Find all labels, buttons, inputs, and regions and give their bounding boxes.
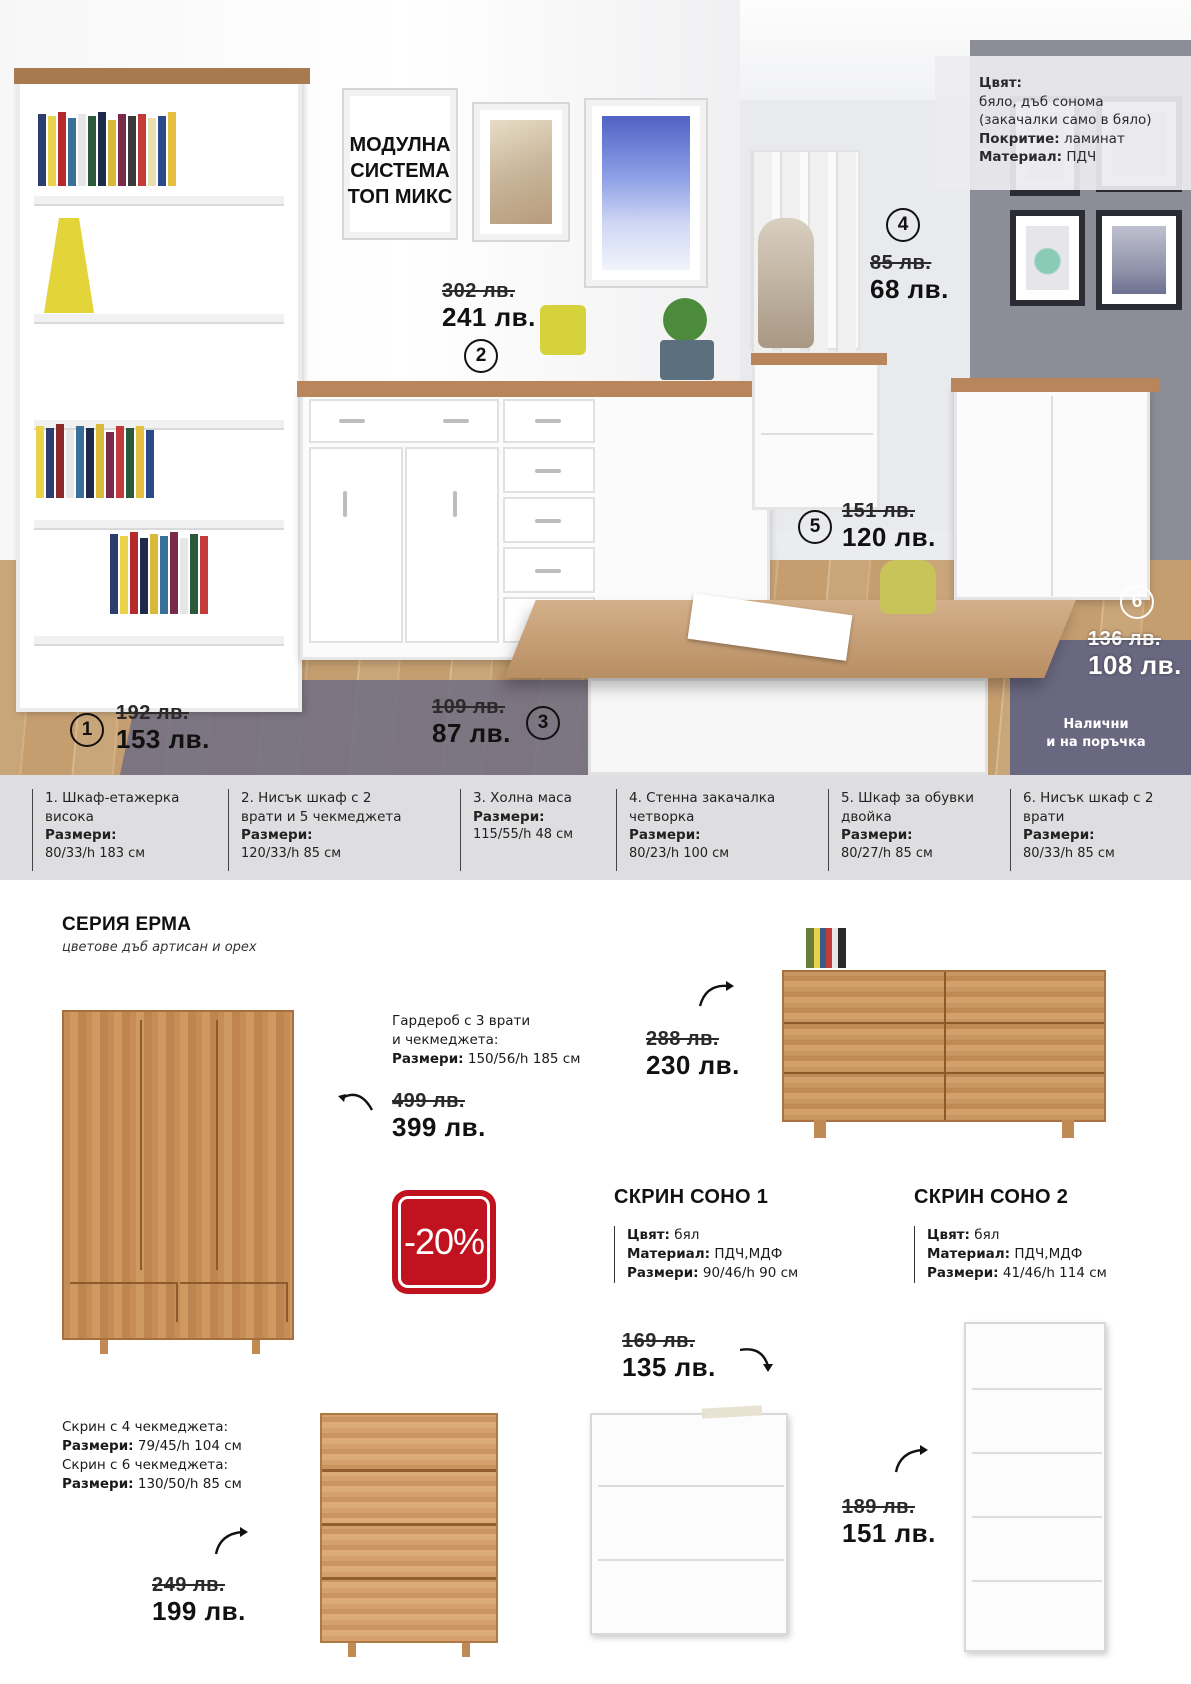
strip-title: 6. Нисък шкаф с 2 — [1023, 790, 1154, 806]
dimensions-value: 130/50/h 85 см — [137, 1476, 242, 1492]
price-item-4 — [870, 252, 949, 304]
shelf-board — [34, 196, 284, 206]
shelf-board — [34, 520, 284, 530]
cabinet-top — [297, 381, 779, 397]
availability-line: Налични — [1063, 717, 1129, 732]
dimensions-value: 80/27/h 85 см — [841, 845, 933, 861]
strip-title: 1. Шкаф-етажерка — [45, 790, 180, 806]
books — [110, 544, 208, 614]
color-label: Цвят: — [979, 75, 1022, 91]
old-price: 288 лв. — [646, 1028, 719, 1050]
strip-title: врати и 5 чекмеджета — [241, 808, 402, 825]
old-price: 151 лв. — [842, 500, 915, 522]
new-price: 135 лв. — [622, 1352, 716, 1382]
old-price: 302 лв. — [442, 280, 515, 302]
soho1-title: СКРИН СОНО 1 — [614, 1186, 769, 1208]
cabinet-top — [751, 353, 887, 365]
wall-picture — [474, 104, 568, 240]
dimensions-value: 80/33/h 85 см — [1023, 845, 1115, 861]
color-value: бяло, дъб сонома — [979, 93, 1104, 110]
shelf-board — [34, 636, 284, 646]
old-price: 499 лв. — [392, 1090, 465, 1112]
color-label: Цвят: — [627, 1227, 670, 1243]
gray-pot — [660, 340, 714, 380]
material-value: ПДЧ,МДФ — [714, 1246, 783, 1262]
wall-picture — [1010, 210, 1085, 306]
curved-arrow-icon — [336, 1086, 376, 1116]
price-soho2 — [842, 1496, 936, 1548]
green-vase — [880, 560, 936, 614]
new-price: 399 лв. — [392, 1112, 486, 1142]
wall-picture — [1096, 210, 1182, 310]
new-price: 230 лв. — [646, 1050, 740, 1080]
color-value: бял — [674, 1227, 700, 1243]
right-low-cabinet — [954, 385, 1150, 600]
color-label: Цвят: — [927, 1227, 970, 1243]
strip-title: 5. Шкаф за обувки — [841, 790, 975, 806]
coffee-table-shelf — [588, 678, 988, 775]
new-price: 199 лв. — [152, 1596, 246, 1626]
dresser-image — [782, 970, 1106, 1122]
dimensions-label: Размери: — [1023, 827, 1095, 843]
material-label: Материал: — [627, 1246, 711, 1262]
strip-title: висока — [45, 808, 94, 825]
spec-box — [935, 56, 1191, 190]
strip-item-3 — [460, 789, 610, 871]
books — [36, 428, 154, 498]
strip-title: четворка — [629, 808, 695, 825]
new-price: 87 лв. — [432, 718, 511, 748]
material-label: Материал: — [927, 1246, 1011, 1262]
new-price: 68 лв. — [870, 274, 949, 304]
price-wardrobe — [392, 1090, 486, 1142]
books — [806, 928, 846, 968]
strip-title: двойка — [841, 808, 892, 825]
dimensions-value: 41/46/h 114 см — [1002, 1265, 1107, 1281]
strip-item-2 — [228, 789, 454, 871]
dimensions-value: 120/33/h 85 см — [241, 845, 342, 861]
soho2-specs — [914, 1226, 1107, 1283]
strip-item-6 — [1010, 789, 1186, 871]
curved-arrow-icon — [696, 978, 736, 1008]
old-price: 169 лв. — [622, 1330, 695, 1352]
shelf-board — [34, 314, 284, 324]
chest-name: Скрин с 4 чекмеджета: — [62, 1419, 229, 1435]
material-value: ПДЧ — [1066, 149, 1097, 165]
title-line: СИСТЕМА — [350, 160, 450, 182]
dimensions-label: Размери: — [241, 827, 313, 843]
old-price: 192 лв. — [116, 702, 189, 724]
old-price: 85 лв. — [870, 252, 932, 274]
erma-series-title: СЕРИЯ ЕРМА — [62, 914, 192, 935]
soho2-title: СКРИН СОНО 2 — [914, 1186, 1069, 1208]
wardrobe-image — [62, 1010, 294, 1340]
discount-text: -20% — [403, 1221, 485, 1262]
dimensions-value: 150/56/h 185 см — [467, 1051, 581, 1067]
new-price: 153 лв. — [116, 724, 210, 754]
color-value: бял — [974, 1227, 1000, 1243]
coating-value: ламинат — [1064, 130, 1125, 147]
dimensions-value: 115/55/h 48 см — [473, 827, 574, 842]
chest-of-drawers-image — [320, 1413, 498, 1643]
curved-arrow-icon — [738, 1344, 778, 1374]
erma-series-subtitle: цветове дъб артисан и орех — [62, 940, 257, 955]
new-price: 120 лв. — [842, 522, 936, 552]
books — [38, 116, 176, 186]
soho1-image — [590, 1413, 788, 1635]
dimensions-label: Размери: — [62, 1476, 134, 1492]
dimensions-value: 80/33/h 183 см — [45, 845, 146, 861]
curved-arrow-icon — [212, 1526, 252, 1556]
wardrobe-name: и чекмеджета: — [392, 1032, 499, 1048]
dimensions-value: 79/45/h 104 см — [137, 1438, 242, 1454]
coating-label: Покритие: — [979, 130, 1060, 147]
coat — [758, 218, 814, 348]
price-item-1 — [116, 702, 210, 754]
discount-badge — [392, 1190, 496, 1294]
dimensions-label: Размери: — [927, 1265, 999, 1281]
cabinet-top — [951, 378, 1159, 392]
material-label: Материал: — [979, 149, 1063, 165]
new-price: 108 лв. — [1088, 650, 1182, 680]
title-line: ТОП МИКС — [347, 186, 453, 208]
strip-item-5 — [828, 789, 998, 871]
new-price: 151 лв. — [842, 1518, 936, 1548]
curved-arrow-icon — [892, 1444, 932, 1474]
availability-line: и на поръчка — [1046, 735, 1146, 750]
chest-description — [62, 1418, 242, 1494]
price-dresser — [646, 1028, 740, 1080]
price-item-2 — [442, 280, 536, 332]
color-note: (закачалки само в бяло) — [979, 112, 1152, 128]
shoe-cabinet — [752, 360, 880, 510]
soho2-image — [964, 1322, 1106, 1652]
strip-item-4 — [616, 789, 816, 871]
hero-room-photo — [0, 0, 1191, 775]
price-soho1 — [622, 1330, 716, 1382]
material-value: ПДЧ,МДФ — [1014, 1246, 1083, 1262]
item-number-badge: 4 — [886, 208, 920, 242]
wardrobe-name: Гардероб с 3 врати — [392, 1013, 531, 1029]
old-price: 109 лв. — [432, 696, 505, 718]
availability-note — [1036, 716, 1156, 752]
dimensions-label: Размери: — [62, 1438, 134, 1454]
dimensions-label: Размери: — [841, 827, 913, 843]
title-line: МОДУЛНА — [349, 134, 451, 156]
price-item-3 — [432, 696, 511, 748]
strip-title: 4. Стенна закачалка — [629, 790, 776, 806]
price-item-6 — [1088, 628, 1182, 680]
yellow-pot — [540, 305, 586, 355]
wardrobe-description — [392, 1012, 580, 1069]
dimensions-label: Размери: — [45, 827, 117, 843]
price-chest — [152, 1574, 246, 1626]
dimensions-value: 90/46/h 90 см — [702, 1265, 799, 1281]
shelf-top — [14, 68, 310, 84]
hero-title — [330, 132, 470, 210]
price-item-5 — [842, 500, 936, 552]
strip-title: врати — [1023, 808, 1065, 825]
new-price: 241 лв. — [442, 302, 536, 332]
strip-title: 2. Нисък шкаф с 2 — [241, 790, 372, 806]
old-price: 189 лв. — [842, 1496, 915, 1518]
item-number-badge: 5 — [798, 510, 832, 544]
dimensions-label: Размери: — [627, 1265, 699, 1281]
strip-item-1 — [32, 789, 218, 871]
item-number-badge: 2 — [464, 339, 498, 373]
dimensions-label: Размери: — [629, 827, 701, 843]
dimensions-value: 80/23/h 100 см — [629, 845, 730, 861]
chest-name: Скрин с 6 чекмеджета: — [62, 1457, 229, 1473]
item-number-badge: 6 — [1120, 585, 1154, 619]
tall-bookshelf — [16, 72, 302, 712]
wall-picture — [586, 100, 706, 286]
old-price: 249 лв. — [152, 1574, 225, 1596]
item-number-badge: 1 — [70, 713, 104, 747]
dimensions-label: Размери: — [473, 808, 545, 825]
item-number-badge: 3 — [526, 706, 560, 740]
soho1-specs — [614, 1226, 798, 1283]
product-info-strip — [0, 775, 1191, 880]
strip-title: 3. Холна маса — [473, 790, 572, 806]
old-price: 136 лв. — [1088, 628, 1161, 650]
dimensions-label: Размери: — [392, 1051, 464, 1067]
